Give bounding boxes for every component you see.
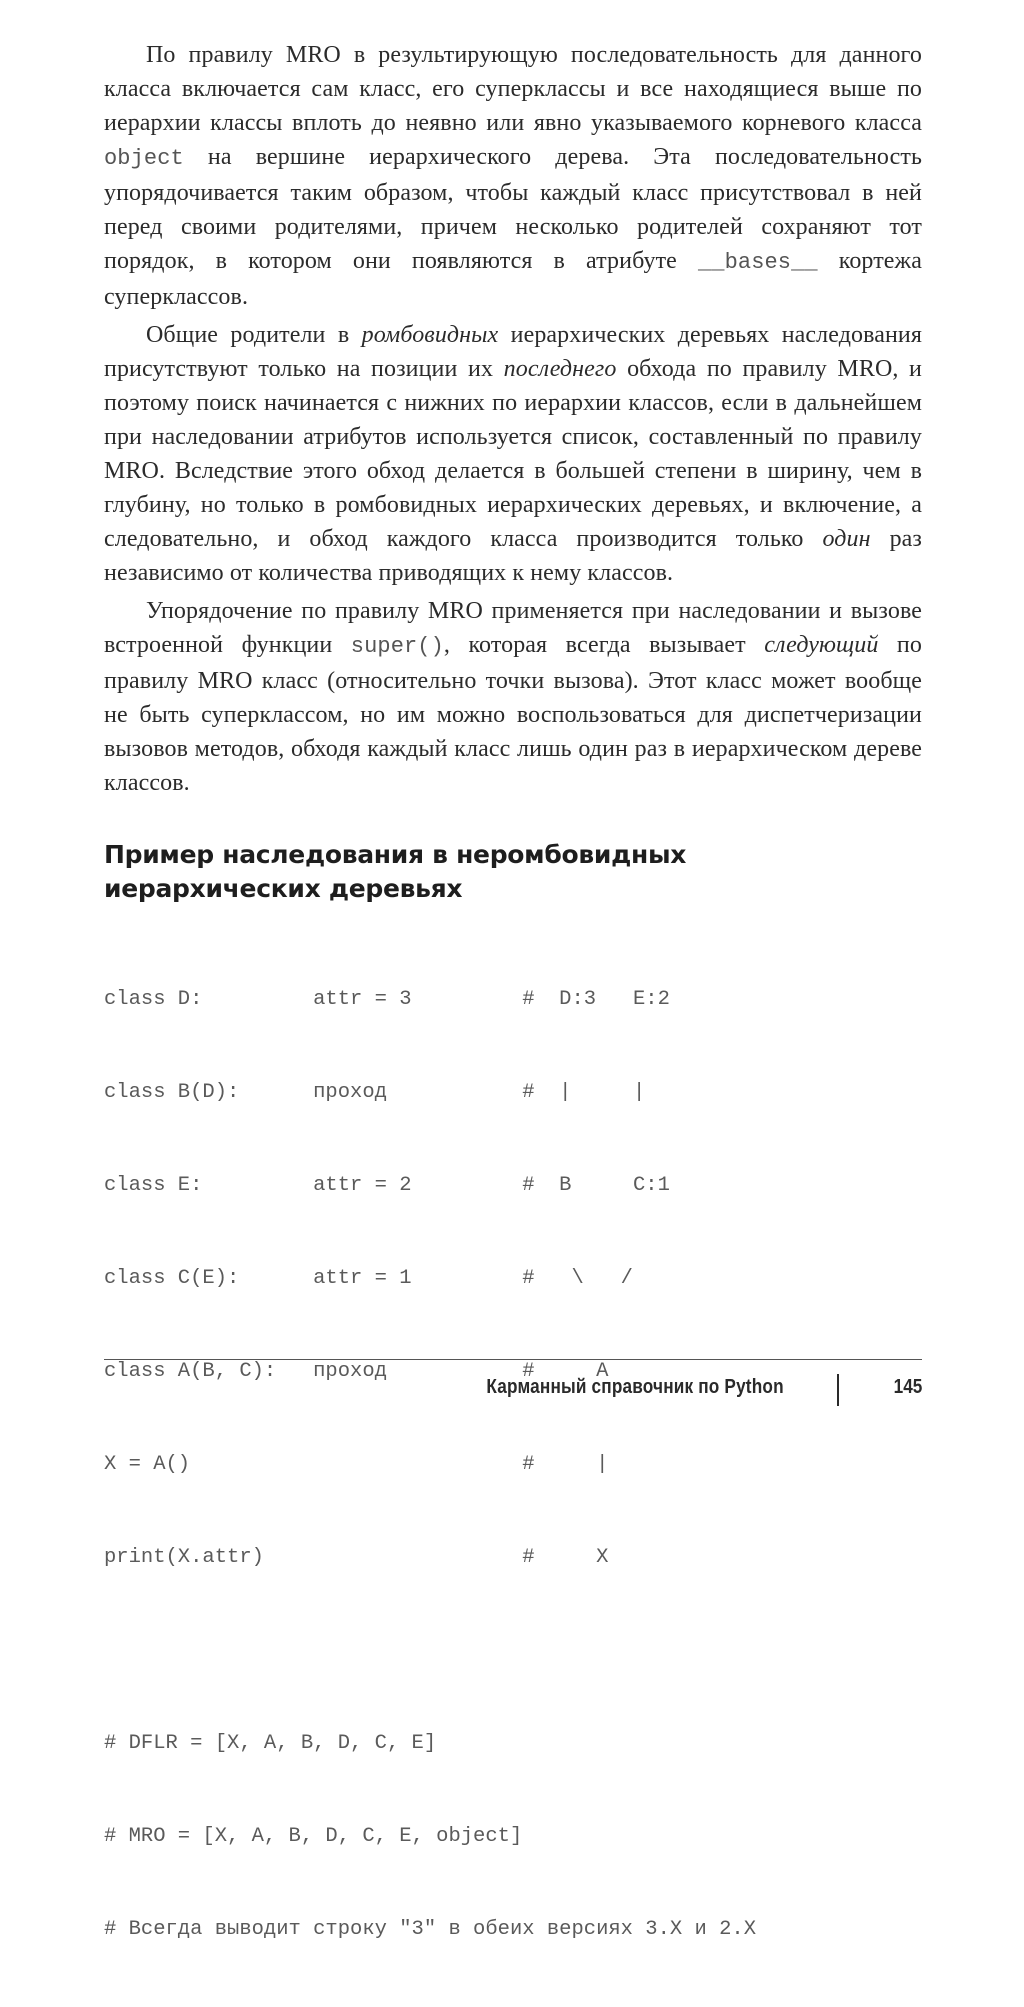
section-heading [104, 838, 922, 906]
code-line: class A(B, C): проход # A [104, 1360, 609, 1383]
text-run: Упорядочение по правилу MRO применяется при наследовании и вызове встроенной функции [104, 598, 922, 658]
text-run: на вершине иерархического дерева. Эта последовательность упорядочивается таким образом, чтобы каждый класс присутствовал в ней перед своими родителями, причем несколько родителей сохраняют тот порядок, в котором они появляются в атрибуте [104, 144, 922, 274]
emphasis-last: последнего [503, 356, 617, 382]
code-example [104, 922, 922, 2007]
text-run: обхода по правилу MRO, и поэтому поиск начинается с нижних по иерархии классов, если в дальнейшем при наследовании атрибутов используется список, составленный по правилу MRO. Вследствие этого обход делается в большей степени в ширину, чем в глубину, но только в ромбовидных иерархических деревьях, и включение, а следовательно, и обход каждого класса производится только [104, 356, 922, 552]
text-run: По правилу MRO в результирующую последовательность для данного класса включается сам класс, его суперклассы и все находящиеся выше по иерархии классы вплоть до неявно или явно указываемого корневого класса [104, 42, 922, 136]
page-content [104, 38, 922, 2007]
text-run: , которая всегда вызывает [443, 632, 765, 658]
inline-code-object: object [104, 146, 184, 171]
section-heading-line-2: иерархических деревьях [104, 874, 463, 903]
text-run: кортежа суперклассов. [104, 248, 922, 310]
text-run: по правилу MRO класс (относительно точки вызова). Этот класс может вообще не быть суперклассом, но им можно воспользоваться для диспетчеризации вызовов методов, обходя каждый класс лишь один раз в иерархическом дереве классов. [104, 632, 922, 796]
code-comment-line: # Всегда выводит строку "3" в обеих версиях 3.X и 2.X [104, 1918, 757, 1941]
paragraph-mro-definition [104, 38, 922, 314]
text-run: Общие родители в [146, 322, 362, 348]
code-line: class B(D): проход # | | [104, 1081, 646, 1104]
paragraph-super-ordering [104, 594, 922, 800]
footer-divider [104, 1359, 922, 1360]
page-footer [104, 1374, 922, 1406]
inline-code-bases: __bases__ [697, 250, 818, 275]
text-run: раз независимо от количества приводящих к нему классов. [104, 526, 922, 586]
code-line: class C(E): attr = 1 # \ / [104, 1267, 633, 1290]
emphasis-next: следующий [764, 632, 879, 658]
code-line: print(X.attr) # X [104, 1546, 609, 1569]
code-line: class E: attr = 2 # B C:1 [104, 1174, 670, 1197]
text-run: иерархических деревьях наследования присутствуют только на позиции их [104, 322, 922, 382]
footer-book-title: Карманный справочник по Python [486, 1376, 784, 1398]
emphasis-once: один [822, 526, 871, 552]
footer-separator [837, 1374, 839, 1406]
section-heading-line-1: Пример наследования в неромбовидных [104, 840, 687, 869]
emphasis-diamond: ромбовидных [361, 322, 499, 348]
code-comment-line: # MRO = [X, A, B, D, C, E, object] [104, 1825, 523, 1848]
code-line: class D: attr = 3 # D:3 E:2 [104, 988, 670, 1011]
code-line: X = A() # | [104, 1453, 609, 1476]
code-comment-line: # DFLR = [X, A, B, D, C, E] [104, 1732, 437, 1755]
inline-code-super: super() [350, 634, 444, 659]
paragraph-diamond-trees [104, 318, 922, 590]
page-number: 145 [893, 1376, 922, 1398]
code-blank-line [104, 1635, 922, 1666]
